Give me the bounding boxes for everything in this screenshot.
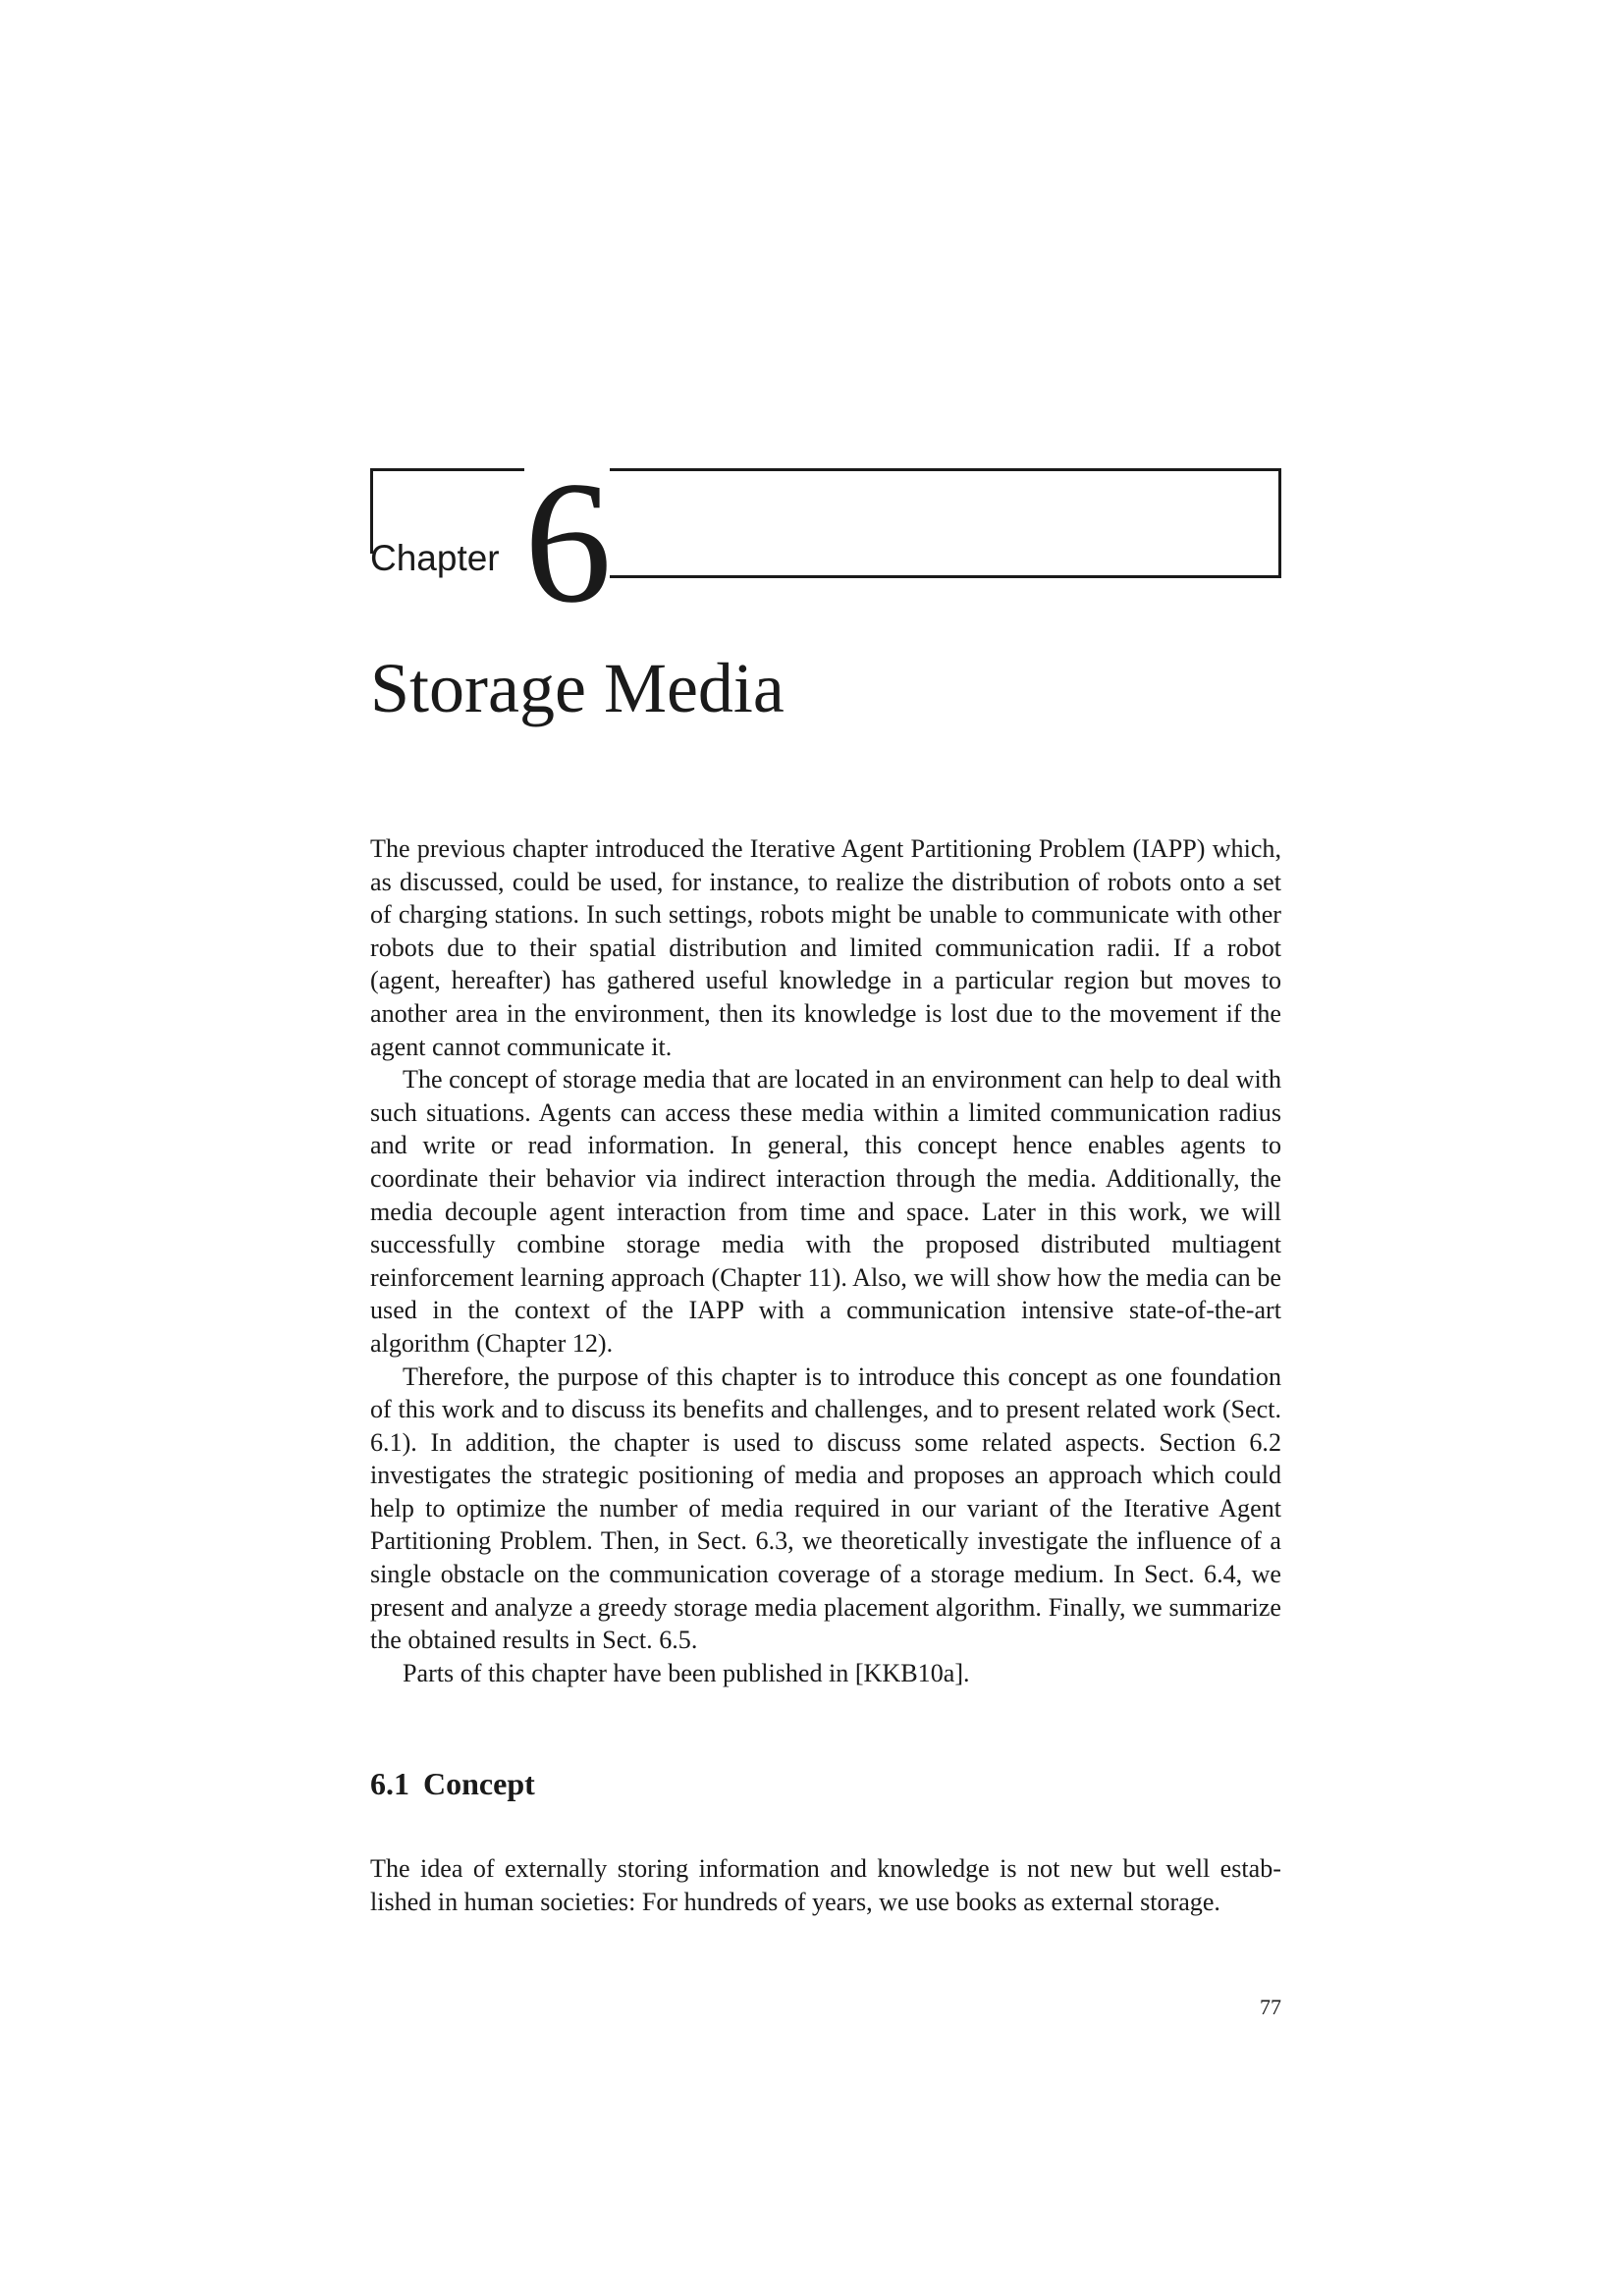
chapter-number: 6 [524,445,612,639]
chapter-bracket-right [610,468,1281,578]
section-heading [370,1768,535,1799]
section-number: 6.1 [370,1766,409,1801]
section-paragraph-1: The idea of externally storing information and knowledge is not new but well established in human societies: For hundreds of years, we use books as external storage. [370,1854,1281,1916]
chapter-title: Storage Media [370,649,785,727]
intro-paragraph-1: The previous chapter introduced the Iterative Agent Partitioning Problem (IAPP) which, as discussed, could be used, for instance, to realize the distribution of robots onto a set of charging stations. In such settings, robots might be unable to communicate with other robots due to their spatial distribution and limited communication radii. If a robot (agent, hereafter) has gathered useful knowledge in a particular region but moves to another area in the environment, then its knowledge is lost due to the movement if the agent cannot communicate it. [370,834,1281,1061]
chapter-intro [370,832,1281,1689]
page-number: 77 [1260,1995,1281,2019]
chapter-header [370,445,1281,639]
intro-paragraph-3: Therefore, the purpose of this chapter is to introduce this concept as one foundation of this work and to discuss its benefits and challenges, and to present related work (Sect. 6.1). In addition, the chapter is used to discuss some related aspects. Section 6.2 investigates the strategic positioning of media and proposes an approach which could help to optimize the number of media required in our variant of the Iterative Agent Partitioning Problem. Then, in Sect. 6.3, we theoretically investigate the influence of a single obstacle on the communication coverage of a storage medium. In Sect. 6.4, we present and analyze a greedy storage media placement algorithm. Finally, we summarize the obtained results in Sect. 6.5. [370,1362,1281,1655]
intro-paragraph-2: The concept of storage media that are located in an environment can help to deal with such situations. Agents can access these media within a limited communication radius and write or read information. In general, this concept hence enables agents to coordinate their behavior via indirect interaction through the media. Additionally, the media decouple agent interaction from time and space. Later in this work, we will successfully combine storage media with the proposed distributed multiagent reinforcement learning approach (Chapter 11). Also, we will show how the media can be used in the context of the IAPP with a communication intensive state-of-the-art algorithm (Chapter 12). [370,1065,1281,1358]
chapter-label: Chapter [370,538,500,578]
intro-paragraph-4: Parts of this chapter have been published in [KKB10a]. [403,1658,970,1687]
section-title: Concept [423,1766,535,1801]
section-body [370,1852,1281,1918]
